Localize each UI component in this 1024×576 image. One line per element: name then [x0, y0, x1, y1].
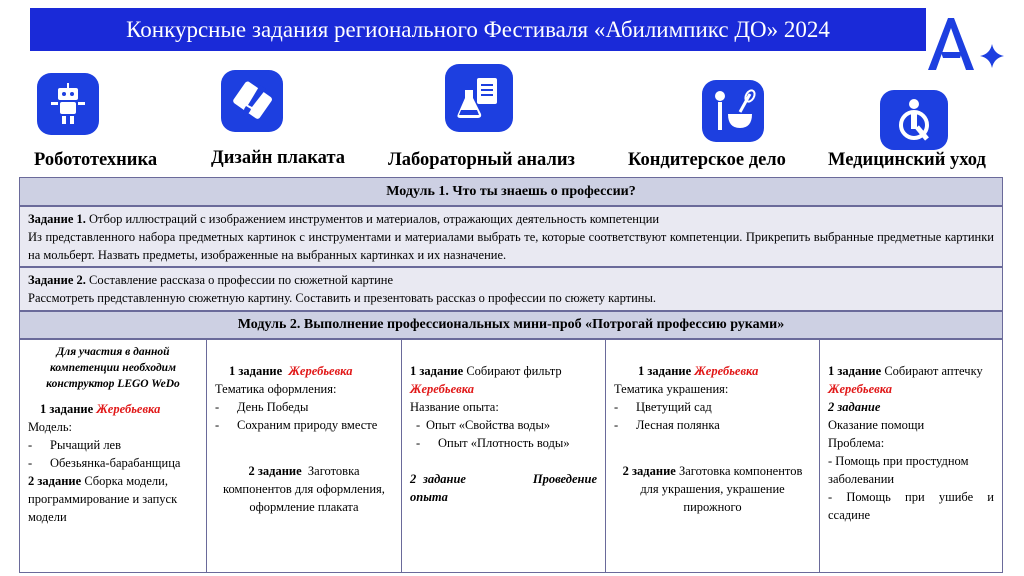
- theme-label: Тематика украшения:: [614, 382, 729, 396]
- list-item: - День Победы: [215, 400, 309, 414]
- medical-care-column: [819, 339, 1003, 573]
- task-label: Задание 1.: [28, 212, 86, 226]
- medical-care-icon: [880, 90, 948, 150]
- task-label: 2 задание: [622, 464, 676, 478]
- paint-brush-icon: [221, 70, 283, 132]
- task-text: Заготовка компонентов для украшения, украшение пирожного: [640, 464, 803, 514]
- task-text: Оказание помощи: [828, 418, 925, 432]
- task-label: 2 задание: [248, 464, 302, 478]
- problem-label: Проблема:: [828, 436, 885, 450]
- task-text: Рассмотреть представленную сюжетную картину. Составить и презентовать рассказ о профессии по сюжету картины.: [28, 291, 657, 305]
- list-item: - Лесная полянка: [614, 418, 720, 432]
- task-text: Собирают фильтр: [466, 364, 562, 378]
- list-item: - Помощь при простудном заболевании: [828, 454, 969, 486]
- task-label: 2 задание: [828, 400, 881, 414]
- page-title: Конкурсные задания регионального Фестиваля «Абилимпикс ДО» 2024: [30, 8, 926, 51]
- tasks-table: [19, 177, 1005, 573]
- draw-label: Жеребьевка: [96, 402, 161, 416]
- task-label: Задание 2.: [28, 273, 86, 287]
- task-label: 1 задание: [828, 364, 882, 378]
- list-item: - Опыт «Плотность воды»: [416, 436, 570, 450]
- task-label: 1 задание: [229, 364, 283, 378]
- column-note: Для участия в данной компетенции необходим конструктор LEGO WeDo: [46, 346, 180, 390]
- poster-design-column: [206, 339, 402, 573]
- theme-label: Тематика оформления:: [215, 382, 337, 396]
- task-text: Из представленного набора предметных картинок с инструментами и материалами выбрать те, которые соответствуют компетенции. Прикрепить выбранные предметные картинки на мольберт. Назвать предметы, изображенные на выбранных картинках и их назначение.: [28, 230, 994, 262]
- task-label: 1 задание: [638, 364, 692, 378]
- draw-label: Жеребьевка: [288, 364, 353, 378]
- task-text: Заготовка компонентов для оформления, оформление плаката: [223, 464, 385, 514]
- robot-icon: [37, 73, 99, 135]
- task-label: 1 задание: [410, 364, 464, 378]
- task-label: 2 задание: [28, 474, 82, 488]
- draw-label: Жеребьевка: [828, 382, 893, 396]
- lab-flask-icon: [445, 64, 513, 132]
- model-label: Модель:: [28, 420, 73, 434]
- category-label: Лабораторный анализ: [388, 150, 575, 170]
- module1-task1: [19, 206, 1003, 267]
- list-item: - Опыт «Свойства воды»: [416, 418, 551, 432]
- list-item: - Рычащий лев: [28, 438, 122, 452]
- list-item: - Обезьянка-барабанщица: [28, 456, 181, 470]
- task-title: Составление рассказа о профессии по сюжетной картине: [89, 273, 394, 287]
- lab-analysis-column: [401, 339, 606, 573]
- list-item: - Помощь при ушибе и ссадине: [828, 490, 994, 522]
- whisk-bowl-icon: [702, 80, 764, 142]
- task-text: Сборка модели, программирование и запуск модели: [28, 474, 178, 524]
- confectionery-column: [605, 339, 820, 573]
- task-title: Отбор иллюстраций с изображением инструментов и материалов, отражающих деятельность компетенции: [89, 212, 660, 226]
- task-text: Проведение опыта: [410, 472, 597, 504]
- category-label: Медицинский уход: [828, 150, 986, 170]
- category-label: Робототехника: [34, 150, 158, 170]
- abilympics-logo-icon: [924, 14, 1014, 74]
- task-label: 2 задание: [410, 472, 466, 486]
- list-item: - Цветущий сад: [614, 400, 712, 414]
- task-label: 1 задание: [40, 402, 94, 416]
- module1-task2: [19, 267, 1003, 311]
- task-text: Собирают аптечку: [884, 364, 983, 378]
- category-label: Дизайн плаката: [211, 148, 346, 168]
- module1-title: Модуль 1. Что ты знаешь о профессии?: [19, 177, 1003, 206]
- robotics-column: [19, 339, 207, 573]
- category-label: Кондитерское дело: [628, 150, 786, 170]
- draw-label: Жеребьевка: [410, 382, 475, 396]
- experiment-label: Название опыта:: [410, 400, 499, 414]
- draw-label: Жеребьевка: [694, 364, 759, 378]
- list-item: - Сохраним природу вместе: [215, 418, 378, 432]
- module2-title: Модуль 2. Выполнение профессиональных мини-проб «Потрогай профессию руками»: [19, 311, 1003, 339]
